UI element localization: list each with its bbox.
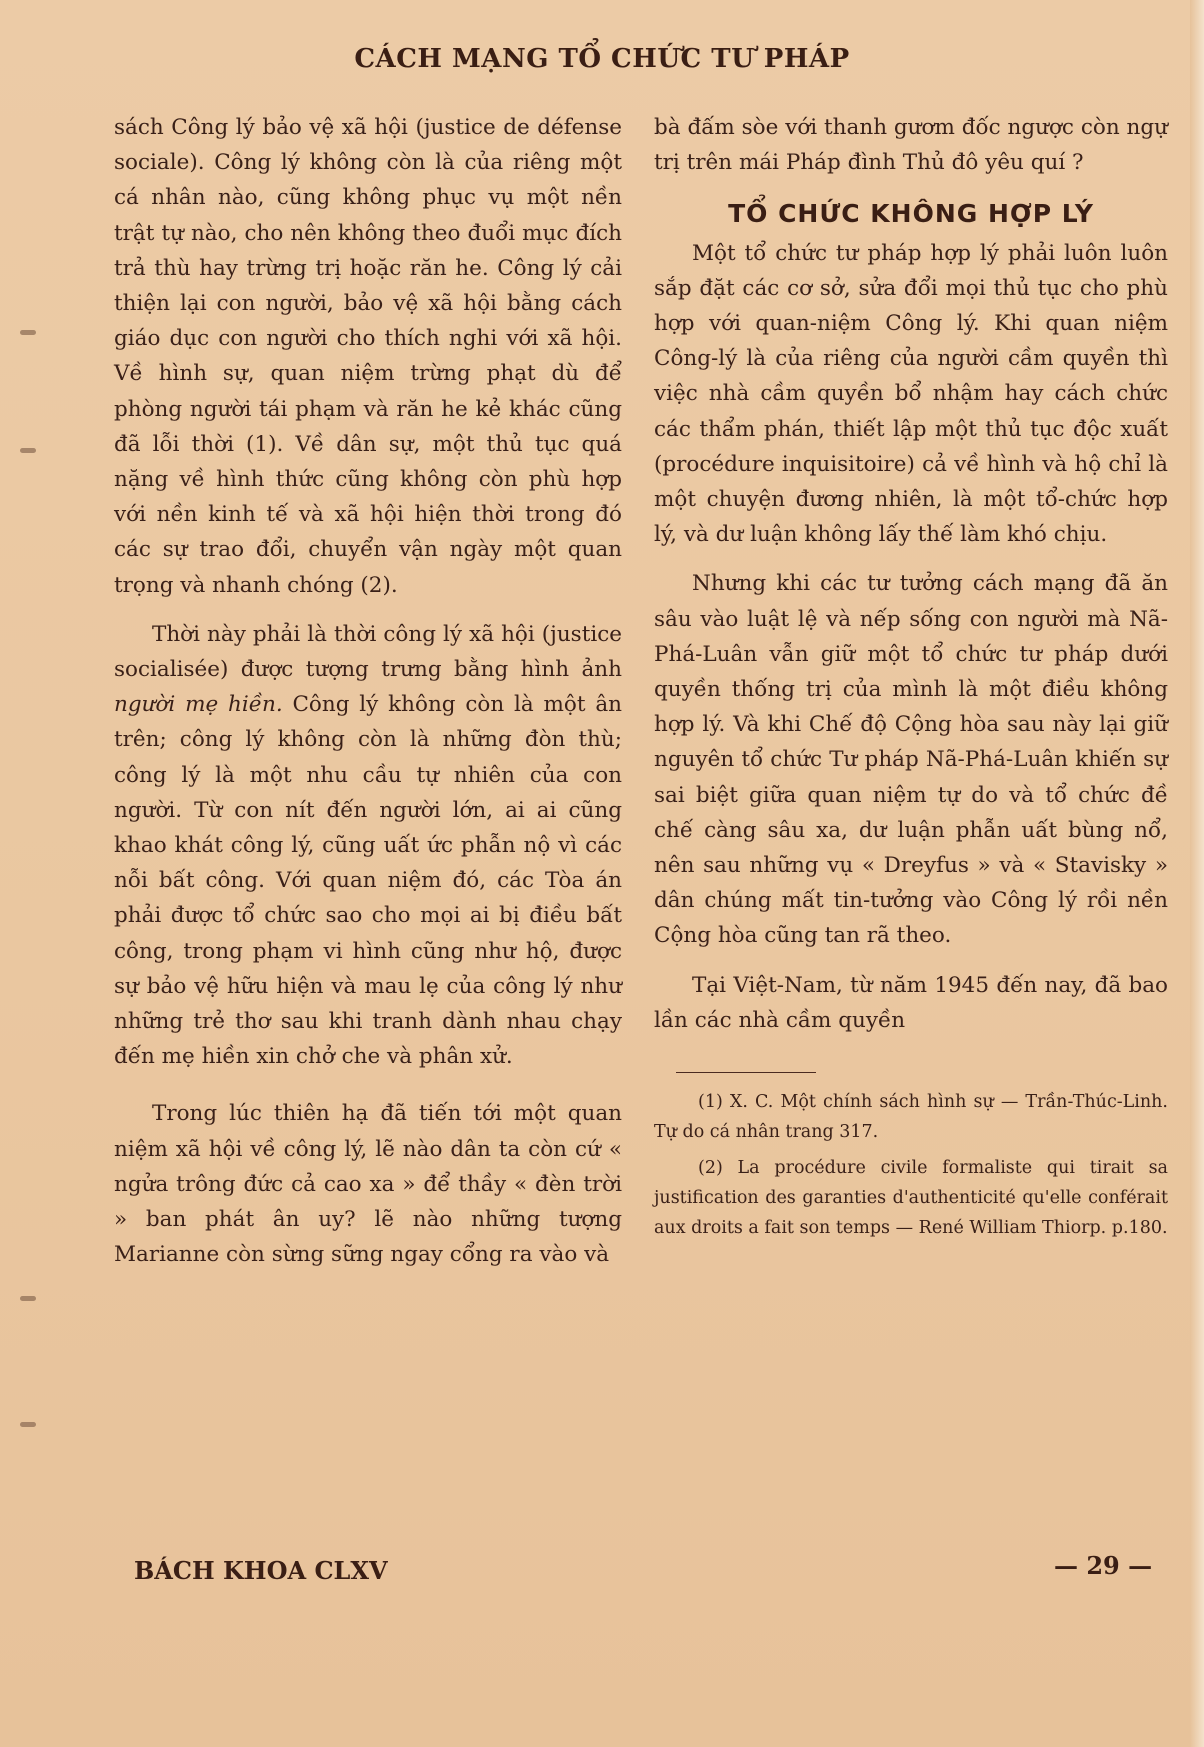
footnote-2: (2) La procédure civile formaliste qui tirait sa justification des garanties d'authenticité qu'elle conférait aux droits a fait son temps — René William Thiorp. p.180. (654, 1158, 1168, 1239)
left-paragraph-2-italic: người mẹ hiền. (114, 692, 283, 718)
binding-mark (20, 1296, 36, 1301)
left-paragraph-1: sách Công lý bảo vệ xã hội (justice de défense sociale). Công lý không còn là của riêng một cá nhân nào, cũng không phục vụ một nền trật tự nào, cho nên không theo đuổi mục đích trả thù hay trừng trị hoặc răn he. Công lý cải thiện lại con người, bảo vệ xã hội bằng cách giáo dục con người cho thích nghi với xã hội. Về hình sự, quan niệm trừng phạt dù để phòng người tái phạm và răn he kẻ khác cũng đã lỗi thời (1). Về dân sự, một thủ tục quá nặng về hình thức cũng không còn phù hợp với nền kinh tế và xã hội hiện thời trong đó các sự trao đổi, chuyển vận ngày một quan trọng và nhanh chóng (2). (114, 115, 622, 598)
footnote-rule (676, 1072, 816, 1073)
magazine-footer: BÁCH KHOA CLXV (134, 1556, 388, 1585)
running-head: CÁCH MẠNG TỔ CHỨC TƯ PHÁP (354, 44, 850, 74)
binding-mark (20, 330, 36, 335)
left-column (114, 110, 622, 1273)
right-paragraph-2: Một tổ chức tư pháp hợp lý phải luôn luôn sắp đặt các cơ sở, sửa đổi mọi thủ tục cho phù hợp với quan-niệm Công lý. Khi quan niệm Công-lý là của riêng của người cầm quyền thì việc nhà cầm quyền bổ nhậm hay cách chức các thẩm phán, thiết lập một thủ tục độc xuất (procédure inquisitoire) cả về hình và hộ chỉ là một chuyện đương nhiên, là một tổ-chức hợp lý, và dư luận không lấy thế làm khó chịu. (654, 240, 1168, 548)
left-paragraph-2 (114, 617, 622, 1075)
page-edge (1190, 0, 1204, 1747)
page-number: — 29 — (1054, 1551, 1153, 1580)
right-column (654, 110, 1168, 1249)
binding-mark (20, 448, 36, 453)
section-heading: TỔ CHỨC KHÔNG HỢP LÝ (728, 199, 1094, 229)
right-paragraph-3: Nhưng khi các tư tưởng cách mạng đã ăn sâu vào luật lệ và nếp sống con người mà Nã-Phá-Luân vẫn giữ một tổ chức tư pháp dưới quyền thống trị của mình là một điều không hợp lý. Và khi Chế độ Cộng hòa sau này lại giữ nguyên tổ chức Tư pháp Nã-Phá-Luân khiến sự sai biệt giữa quan niệm tự do và tổ chức đề chế càng sâu xa, dư luận phẫn uất bùng nổ, nên sau những vụ « Dreyfus » và « Stavisky » dân chúng mất tin-tưởng vào Công lý rồi nền Cộng hòa cũng tan rã theo. (654, 571, 1168, 949)
binding-mark (20, 1422, 36, 1427)
right-paragraph-1: bà đấm sòe với thanh gươm đốc ngược còn ngự trị trên mái Pháp đình Thủ đô yêu quí ? (654, 115, 1168, 176)
left-paragraph-3: Trong lúc thiên hạ đã tiến tới một quan niệm xã hội về công lý, lẽ nào dân ta còn cứ « ngửa trông đức cả cao xa » để thầy « đèn trời » ban phát ân uy? lẽ nào những tượng Marianne còn sừng sững ngay cổng ra vào và (114, 1101, 622, 1268)
left-paragraph-2-text-b: Công lý không còn là một ân trên; công lý không còn là những đòn thù; công lý là một nhu cầu tự nhiên của con người. Từ con nít đến người lớn, ai ai cũng khao khát công lý, cũng uất ức phẫn nộ vì các nỗi bất công. Với quan niệm đó, các Tòa án phải được tổ chức sao cho mọi ai bị điều bất công, trong phạm vi hình cũng như hộ, được sự bảo vệ hữu hiện và mau lẹ của công lý như những trẻ thơ sau khi tranh dành nhau chạy đến mẹ hiền xin chở che và phân xử. (114, 692, 622, 1070)
left-paragraph-2-text-a: Thời này phải là thời công lý xã hội (justice socialisée) được tượng trưng bằng hình ảnh (114, 621, 622, 683)
right-paragraph-4: Tại Việt-Nam, từ năm 1945 đến nay, đã bao lần các nhà cầm quyền (654, 972, 1168, 1033)
footnote-1: (1) X. C. Một chính sách hình sự — Trần-Thúc-Linh. Tự do cá nhân trang 317. (654, 1092, 1168, 1143)
